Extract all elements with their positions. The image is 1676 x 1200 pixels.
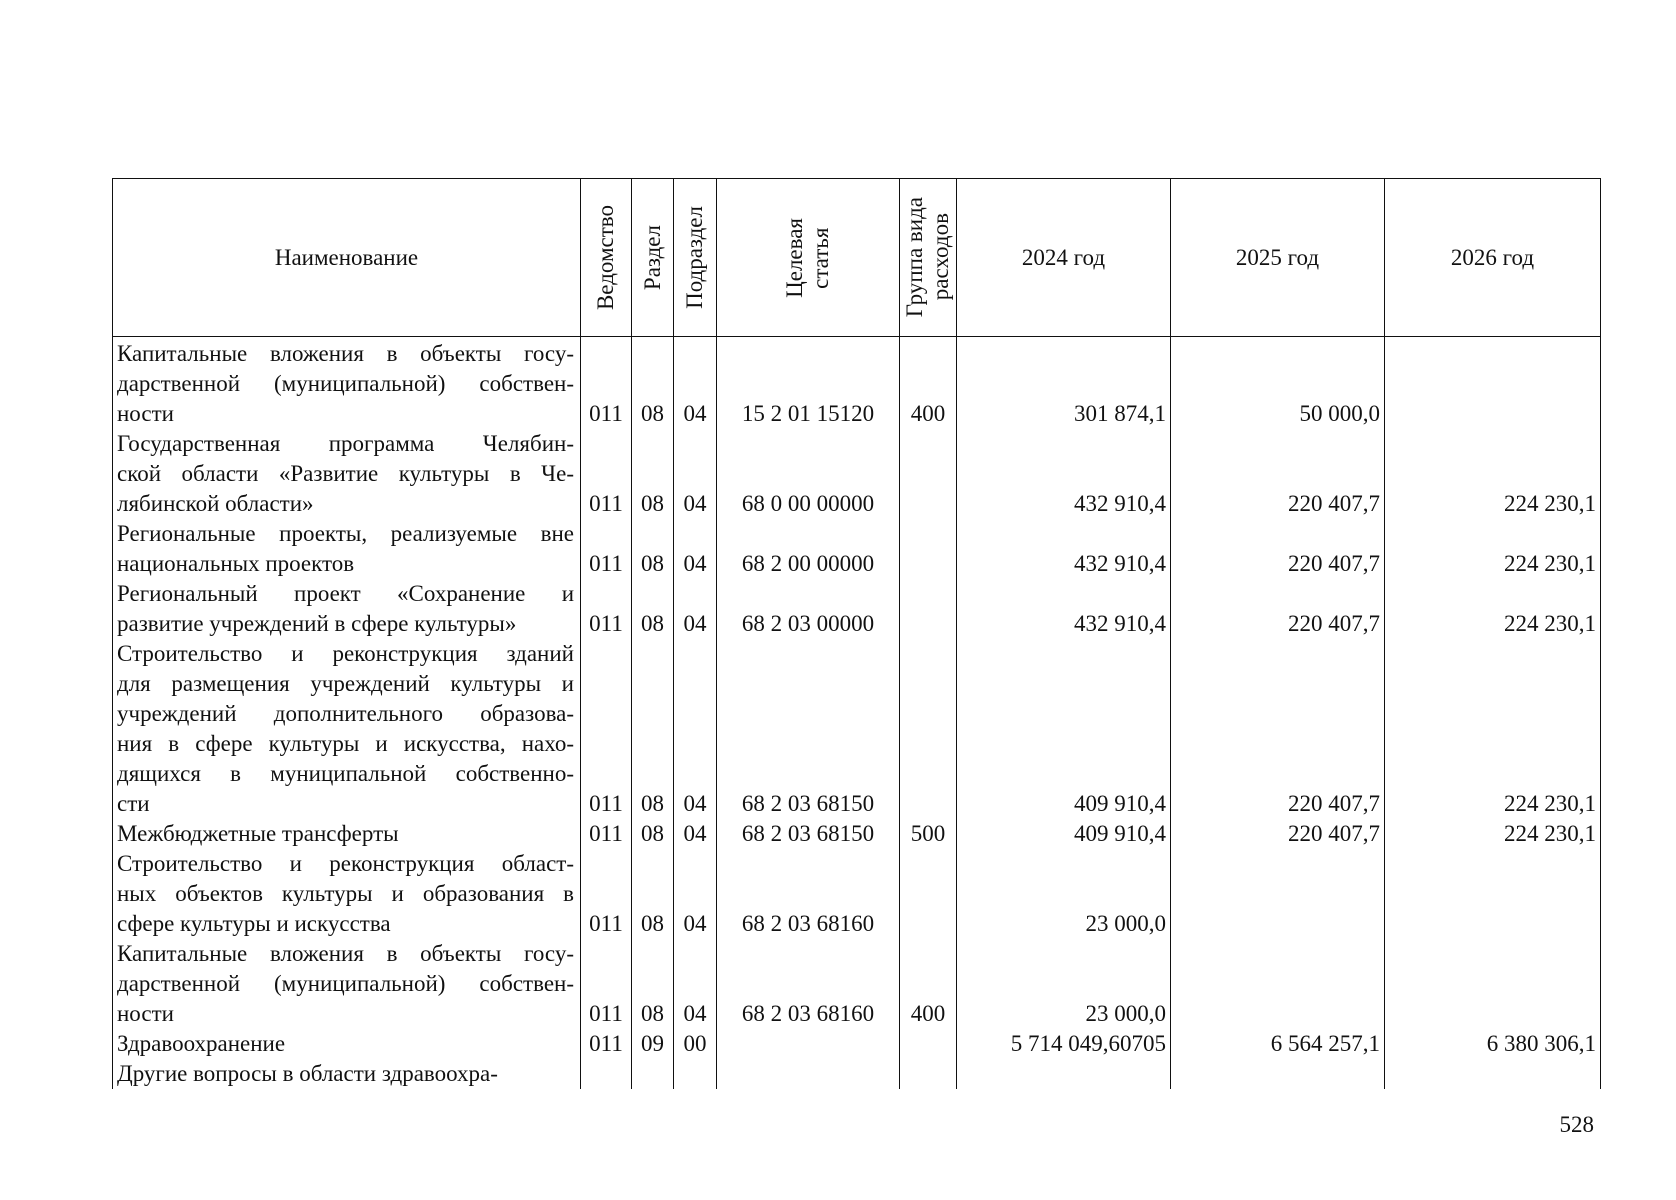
cell-vedomstvo: 011 (581, 639, 632, 819)
cell-name (113, 939, 581, 1029)
name-line: Региональные проекты, реализуемые вне (117, 521, 574, 546)
cell-2026 (1385, 337, 1601, 430)
cell-gruppa: 400 (900, 337, 957, 430)
cell-2026: 224 230,1 (1385, 429, 1601, 519)
header-vedomstvo: Ведомство (581, 179, 632, 337)
table-body (113, 337, 1601, 1090)
cell-vedomstvo: 011 (581, 849, 632, 939)
cell-2026: 6 380 306,1 (1385, 1029, 1601, 1059)
header-gruppa-vida-raskhodov: Группа вида расходов (900, 179, 957, 337)
cell-tselevaya-statya: 68 2 03 68160 (717, 849, 900, 939)
cell-razdel: 08 (632, 849, 674, 939)
table-row (113, 1059, 1601, 1089)
cell-podrazdel: 04 (674, 819, 717, 849)
header-tselevaya-statya: Целевая статья (717, 179, 900, 337)
cell-gruppa: 500 (900, 819, 957, 849)
cell-name (113, 819, 581, 849)
cell-razdel: 09 (632, 1029, 674, 1059)
cell-gruppa (900, 519, 957, 579)
cell-razdel: 08 (632, 579, 674, 639)
header-row (113, 179, 1601, 337)
cell-name (113, 639, 581, 819)
cell-name (113, 337, 581, 430)
name-line: Капитальные вложения в объекты госу- (117, 341, 574, 366)
name-line: ской области «Развитие культуры в Че- (117, 461, 574, 486)
cell-name (113, 1059, 581, 1089)
cell-podrazdel: 04 (674, 337, 717, 430)
name-line: сти (117, 791, 150, 816)
cell-tselevaya-statya: 68 2 03 68160 (717, 939, 900, 1029)
cell-vedomstvo: 011 (581, 1029, 632, 1059)
cell-name (113, 1029, 581, 1059)
cell-2025: 220 407,7 (1171, 429, 1385, 519)
cell-gruppa (900, 1029, 957, 1059)
cell-vedomstvo: 011 (581, 819, 632, 849)
name-line: для размещения учреждений культуры и (117, 671, 574, 696)
cell-2025: 220 407,7 (1171, 519, 1385, 579)
name-line: Другие вопросы в области здравоохра- (117, 1061, 498, 1086)
name-line: сфере культуры и искусства (117, 911, 391, 936)
cell-2025 (1171, 939, 1385, 1029)
header-2025: 2025 год (1171, 179, 1385, 337)
cell-podrazdel: 04 (674, 519, 717, 579)
name-line: Межбюджетные трансферты (117, 821, 399, 846)
cell-razdel: 08 (632, 519, 674, 579)
cell-2025: 50 000,0 (1171, 337, 1385, 430)
header-2026: 2026 год (1385, 179, 1601, 337)
cell-gruppa (900, 1059, 957, 1089)
cell-tselevaya-statya: 68 2 03 68150 (717, 639, 900, 819)
name-line: развитие учреждений в сфере культуры» (117, 611, 517, 636)
cell-tselevaya-statya: 68 2 03 68150 (717, 819, 900, 849)
cell-razdel: 08 (632, 639, 674, 819)
name-line: учреждений дополнительного образова- (117, 701, 574, 726)
cell-tselevaya-statya (717, 1059, 900, 1089)
cell-tselevaya-statya (717, 1029, 900, 1059)
cell-2024: 409 910,4 (957, 819, 1171, 849)
cell-vedomstvo (581, 1059, 632, 1089)
cell-2024: 432 910,4 (957, 429, 1171, 519)
cell-2026 (1385, 1059, 1601, 1089)
table-row (113, 639, 1601, 819)
name-line: национальных проектов (117, 551, 355, 576)
cell-2025: 220 407,7 (1171, 819, 1385, 849)
cell-2025 (1171, 1059, 1385, 1089)
name-line: ности (117, 1001, 174, 1026)
cell-tselevaya-statya: 68 0 00 00000 (717, 429, 900, 519)
budget-table (112, 178, 1601, 1089)
name-line: Строительство и реконструкция област- (117, 851, 574, 876)
name-line: Здравоохранение (117, 1031, 286, 1056)
table-row (113, 849, 1601, 939)
cell-gruppa (900, 849, 957, 939)
name-line: лябинской области» (117, 491, 314, 516)
table-row (113, 819, 1601, 849)
cell-2025: 6 564 257,1 (1171, 1029, 1385, 1059)
table-row (113, 1029, 1601, 1059)
cell-podrazdel: 04 (674, 579, 717, 639)
cell-vedomstvo: 011 (581, 939, 632, 1029)
cell-name (113, 579, 581, 639)
cell-name (113, 429, 581, 519)
cell-2024: 23 000,0 (957, 939, 1171, 1029)
header-podrazdel: Подраздел (674, 179, 717, 337)
table-row (113, 429, 1601, 519)
cell-2024: 432 910,4 (957, 519, 1171, 579)
table-row (113, 939, 1601, 1029)
cell-gruppa (900, 639, 957, 819)
cell-2026: 224 230,1 (1385, 519, 1601, 579)
cell-podrazdel: 04 (674, 639, 717, 819)
table-row (113, 519, 1601, 579)
name-line: Строительство и реконструкция зданий (117, 641, 574, 666)
cell-podrazdel: 04 (674, 849, 717, 939)
table-row (113, 579, 1601, 639)
page-number: 528 (1559, 1112, 1594, 1137)
name-line: Государственная программа Челябин- (117, 431, 574, 456)
name-line: Региональный проект «Сохранение и (117, 581, 574, 606)
header-name: Наименование (113, 179, 581, 337)
cell-podrazdel: 04 (674, 939, 717, 1029)
cell-razdel (632, 1059, 674, 1089)
name-line: дарственной (муниципальной) собствен- (117, 971, 574, 996)
cell-podrazdel: 04 (674, 429, 717, 519)
name-line: дарственной (муниципальной) собствен- (117, 371, 574, 396)
cell-razdel: 08 (632, 819, 674, 849)
cell-2026 (1385, 849, 1601, 939)
cell-2025: 220 407,7 (1171, 639, 1385, 819)
name-line: дящихся в муниципальной собственно- (117, 761, 574, 786)
cell-gruppa (900, 429, 957, 519)
cell-tselevaya-statya: 68 2 03 00000 (717, 579, 900, 639)
cell-2026 (1385, 939, 1601, 1029)
cell-podrazdel: 00 (674, 1029, 717, 1059)
name-line: ния в сфере культуры и искусства, нахо- (117, 731, 574, 756)
cell-2024: 23 000,0 (957, 849, 1171, 939)
cell-2024: 5 714 049,60705 (957, 1029, 1171, 1059)
cell-name (113, 519, 581, 579)
cell-2025: 220 407,7 (1171, 579, 1385, 639)
cell-2026: 224 230,1 (1385, 819, 1601, 849)
name-line: ности (117, 401, 174, 426)
header-2024: 2024 год (957, 179, 1171, 337)
cell-2024: 301 874,1 (957, 337, 1171, 430)
cell-gruppa (900, 579, 957, 639)
header-razdel: Раздел (632, 179, 674, 337)
cell-vedomstvo: 011 (581, 519, 632, 579)
cell-tselevaya-statya: 15 2 01 15120 (717, 337, 900, 430)
cell-razdel: 08 (632, 429, 674, 519)
cell-podrazdel (674, 1059, 717, 1089)
cell-tselevaya-statya: 68 2 00 00000 (717, 519, 900, 579)
cell-2024 (957, 1059, 1171, 1089)
table-row (113, 337, 1601, 430)
cell-vedomstvo: 011 (581, 429, 632, 519)
name-line: ных объектов культуры и образования в (117, 881, 574, 906)
cell-2025 (1171, 849, 1385, 939)
name-line: Капитальные вложения в объекты госу- (117, 941, 574, 966)
cell-vedomstvo: 011 (581, 579, 632, 639)
cell-vedomstvo: 011 (581, 337, 632, 430)
cell-razdel: 08 (632, 337, 674, 430)
cell-2024: 409 910,4 (957, 639, 1171, 819)
cell-2024: 432 910,4 (957, 579, 1171, 639)
cell-razdel: 08 (632, 939, 674, 1029)
cell-name (113, 849, 581, 939)
cell-2026: 224 230,1 (1385, 639, 1601, 819)
cell-gruppa: 400 (900, 939, 957, 1029)
cell-2026: 224 230,1 (1385, 579, 1601, 639)
